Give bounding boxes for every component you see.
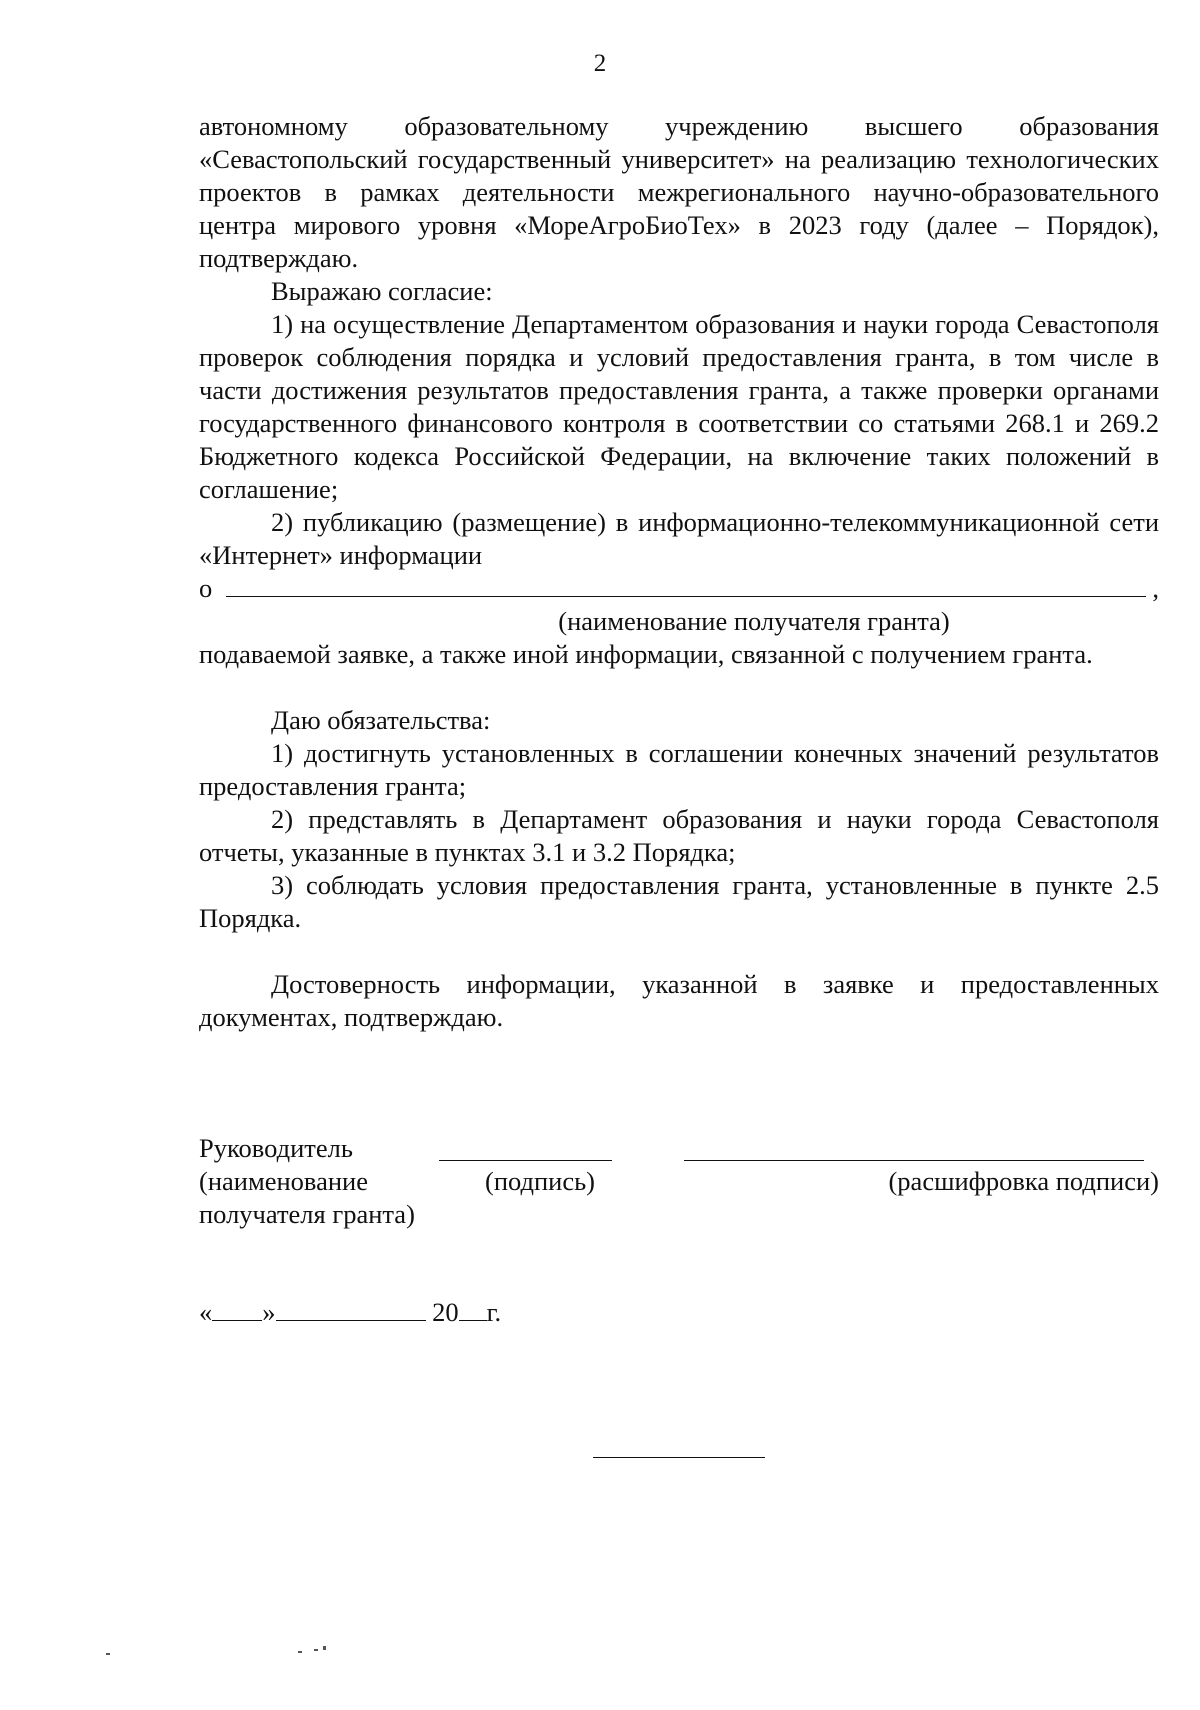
- date-open-quote: «: [199, 1297, 213, 1327]
- decode-label: (расшифровка подписи): [888, 1166, 1159, 1196]
- end-rule: [593, 1457, 765, 1458]
- recipient-blank-line: [199, 572, 1159, 605]
- signature-block: [199, 1132, 1159, 1232]
- signature-head-line-2: (наименование: [199, 1166, 368, 1196]
- obligation-2: 2) представлять в Департамент образования и науки города Севастополя отчеты, указанные в пунктах 3.1 и 3.2 Порядка;: [199, 804, 1159, 867]
- consent-item-1: 1) на осуществление Департаментом образования и науки города Севастополя проверок соблюдения порядка и условий предоставления гранта, в том числе в части достижения результатов предоставления гранта, а также проверки органами государственного финансового контроля в соответствии со статьями 268.1 и 269.2 Бюджетного кодекса Российской Федерации, на включение таких положений в соглашение;: [199, 309, 1159, 504]
- month-blank: [276, 1296, 426, 1321]
- consent-item-2-end: подаваемой заявке, а также иной информации, связанной с получением гранта.: [199, 639, 1093, 669]
- year-blank: [459, 1296, 487, 1321]
- page-number: 2: [593, 50, 607, 77]
- year-suffix: г.: [486, 1297, 502, 1327]
- year-prefix: 20: [432, 1297, 459, 1327]
- scan-mark: [106, 1653, 110, 1655]
- paragraph-intro: автономному образовательному учреждению высшего образования «Севастопольский государственный университет» на реализацию технологических проектов в рамках деятельности межрегионального научно-образовательного центра мирового уровня «МореАгроБиоТех» в 2023 году (далее – Порядок), подтверждаю.: [199, 111, 1159, 273]
- obligation-1: 1) достигнуть установленных в соглашении конечных значений результатов предоставления гранта;: [199, 738, 1159, 801]
- date-line: [199, 1296, 501, 1329]
- blank-prefix: о: [199, 573, 213, 603]
- signature-label: (подпись): [485, 1166, 596, 1196]
- scan-mark: [323, 1646, 326, 1650]
- consent-item-2: 2) публикацию (размещение) в информационно-телекоммуникационной сети «Интернет» информации: [199, 507, 1159, 570]
- date-close-quote: »: [262, 1297, 276, 1327]
- signature-head-line-1: Руководитель: [199, 1133, 353, 1163]
- recipient-blank-rule: [226, 596, 1146, 597]
- signature-rule: [439, 1160, 612, 1161]
- day-blank: [212, 1296, 262, 1321]
- scan-mark: [298, 1651, 302, 1653]
- obligation-3: 3) соблюдать условия предоставления гранта, установленные в пункте 2.5 Порядка.: [199, 870, 1159, 933]
- obligations-heading: Даю обязательства:: [271, 705, 491, 735]
- scan-mark: [314, 1649, 318, 1651]
- decode-rule: [684, 1160, 1144, 1161]
- recipient-caption: (наименование получателя гранта): [558, 606, 950, 636]
- signature-head-line-3: получателя гранта): [199, 1199, 415, 1229]
- consent-heading: Выражаю согласие:: [271, 276, 493, 306]
- reliability-statement: Достоверность информации, указанной в заявке и предоставленных документах, подтверждаю.: [199, 969, 1159, 1032]
- blank-suffix: ,: [1152, 573, 1159, 603]
- document-body: [199, 110, 1159, 1034]
